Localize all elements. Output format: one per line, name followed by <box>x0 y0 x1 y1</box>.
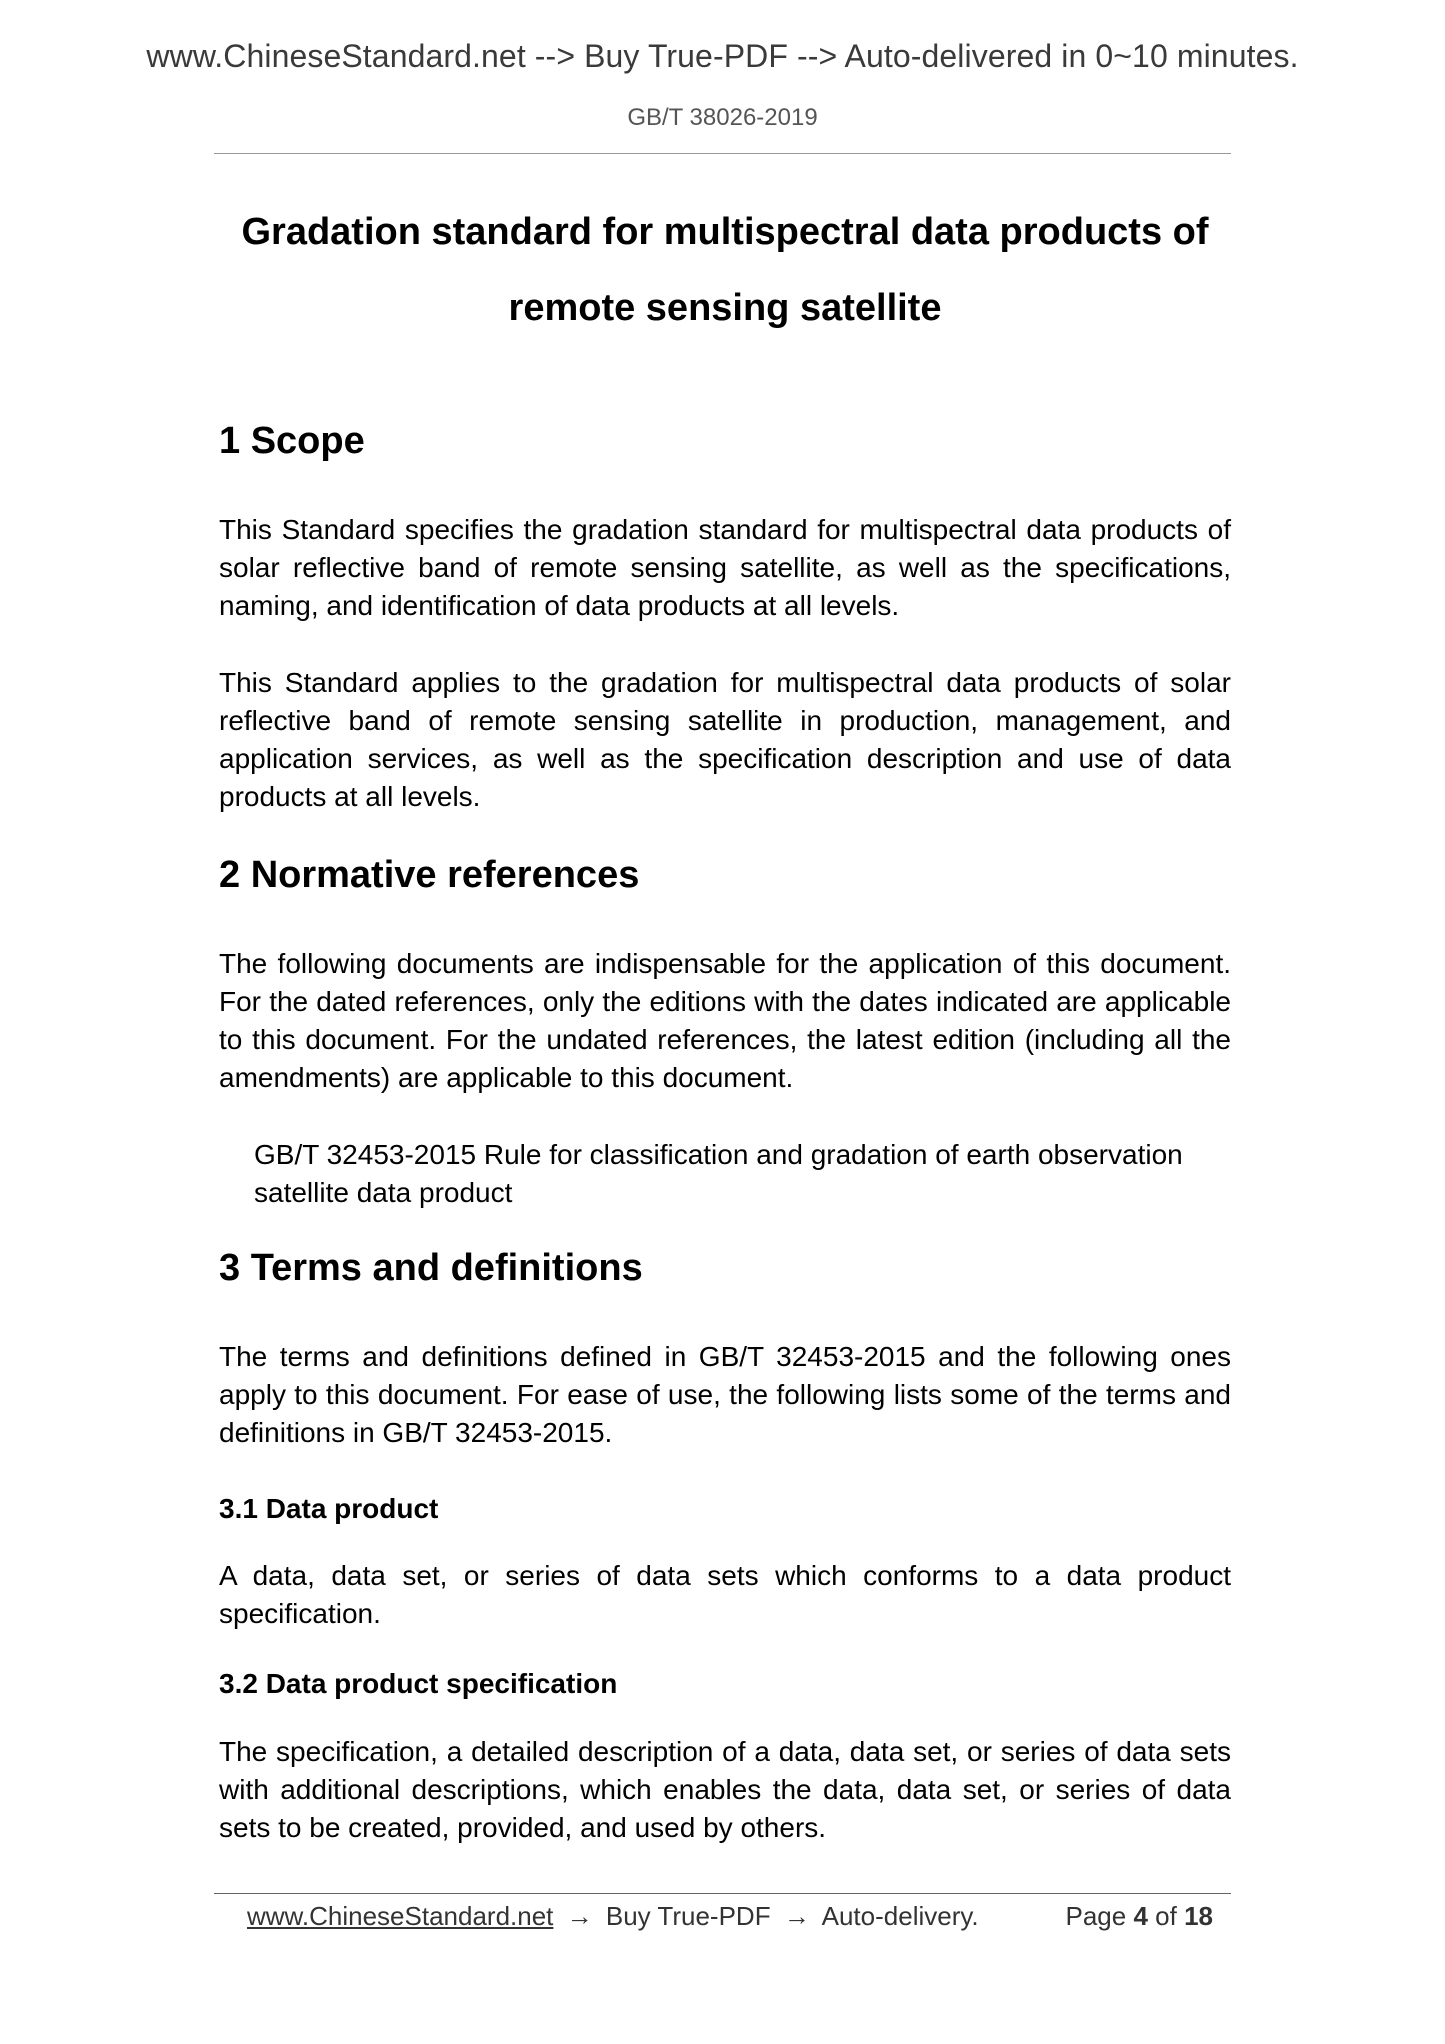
page-label: Page <box>1065 1901 1127 1931</box>
top-banner: www.ChineseStandard.net --> Buy True-PDF --> Auto-delivered in 0~10 minutes. <box>146 38 1299 74</box>
page-indicator <box>1065 1898 1213 1934</box>
page-of-label: of <box>1155 1901 1177 1931</box>
arrow-right-icon: → <box>783 1901 810 1931</box>
scope-paragraph-2: This Standard applies to the gradation for multispectral data products of solar reflective band of remote sensing satellite in production, management, and application services, as well as the specification description and use of data products at all levels. <box>219 667 1231 812</box>
section-heading-terms: 3 Terms and definitions <box>219 1247 643 1289</box>
footer-link[interactable]: www.ChineseStandard.net <box>247 1901 554 1931</box>
term-heading-data-product-specification: 3.2 Data product specification <box>219 1668 618 1699</box>
term-body-data-product: A data, data set, or series of data sets which conforms to a data product specification. <box>219 1560 1231 1629</box>
footer-delivery-text: Auto-delivery. <box>821 1901 979 1931</box>
normative-paragraph: The following documents are indispensable for the application of this document. For the dated references, only the editions with the dates indicated are applicable to this document. For the undated references, the latest edition (including all the amendments) are applicable to this document. <box>219 948 1231 1093</box>
footer-buy-text: Buy True-PDF <box>605 1901 771 1931</box>
section-heading-scope: 1 Scope <box>219 420 365 462</box>
document-title-line-1: Gradation standard for multispectral data products of <box>241 211 1209 253</box>
page-footer <box>247 1898 1213 1934</box>
document-title-line-2: remote sensing satellite <box>508 287 942 329</box>
term-heading-data-product: 3.1 Data product <box>219 1493 439 1524</box>
footer-divider <box>214 1893 1231 1894</box>
page-number: 4 <box>1133 1901 1148 1931</box>
page-total: 18 <box>1184 1901 1213 1931</box>
standard-code: GB/T 38026-2019 <box>627 104 818 131</box>
section-heading-normative-references: 2 Normative references <box>219 854 640 896</box>
arrow-right-icon: → <box>566 1901 593 1931</box>
scope-paragraph-1: This Standard specifies the gradation standard for multispectral data products of solar reflective band of remote sensing satellite, as well as the specifications, naming, and identification of data products at all levels. <box>219 514 1231 621</box>
terms-paragraph: The terms and definitions defined in GB/T 32453-2015 and the following ones apply to this document. For ease of use, the following lists some of the terms and definitions in GB/T 32453-2015. <box>219 1341 1231 1448</box>
term-body-data-product-specification: The specification, a detailed description of a data, data set, or series of data sets with additional descriptions, which enables the data, data set, or series of data sets to be created, provided, and used by others. <box>219 1736 1231 1843</box>
normative-reference-item: GB/T 32453-2015 Rule for classification and gradation of earth observation satellite data product <box>254 1139 1183 1208</box>
header-divider <box>214 153 1231 154</box>
